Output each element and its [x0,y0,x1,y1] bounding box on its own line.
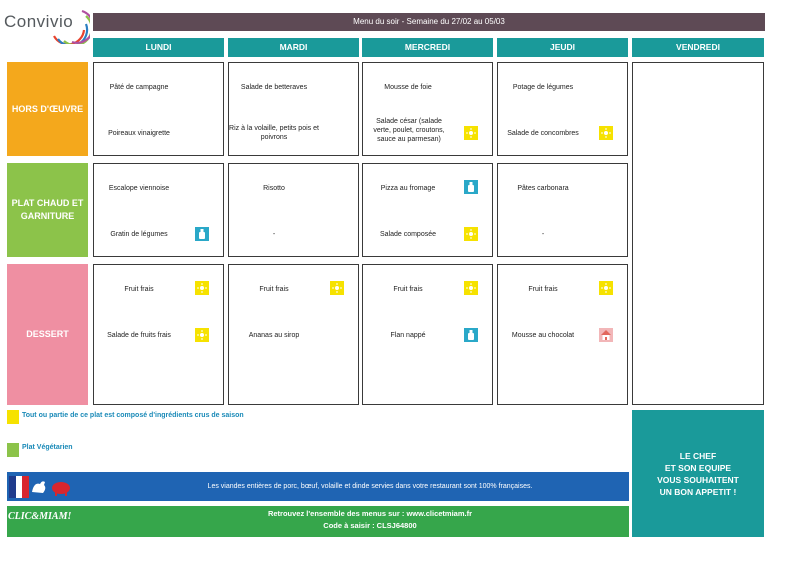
cell-lundi-dessert [93,264,224,405]
convivio-logo [4,6,88,44]
category-plat-label: PLAT CHAUD ET GARNITURE [11,198,84,221]
seasonal-sun-icon [599,126,613,140]
chef-line: UN BON APPETIT ! [659,486,737,497]
dish-item: Gratin de légumes [110,231,168,238]
dish-item: Salade composée [379,231,437,238]
seasonal-sun-icon [599,281,613,295]
dish-item: Pizza au fromage [380,185,436,192]
cell-mardi-hors [228,62,359,156]
seasonal-sun-icon [464,227,478,241]
cell-jeudi-plat [497,163,628,257]
french-meat-text: Les viandes entières de porc, bœuf, volaille et dinde servies dans votre restaurant sont 100% françaises. [207,483,533,490]
dish-item: Salade de betteraves [240,84,308,91]
cell-vendredi [632,62,764,405]
menu-title: Menu du soir - Semaine du 27/02 au 05/03 [93,13,765,31]
dish-item: Escalope viennoise [108,185,170,192]
cell-mercredi-hors [362,62,493,156]
dish-item: Mousse de foie [384,84,432,91]
cell-mercredi-plat [362,163,493,257]
dish-item: Risotto [263,185,285,192]
dish-item: - [541,231,545,238]
day-header-mardi: MARDI [228,38,359,57]
legend-vegetarian-text: Plat Végétarien [22,444,73,451]
vegetarian-icon [464,180,478,194]
cell-jeudi-dessert [497,264,628,405]
dish-item: Fruit frais [393,286,423,293]
category-hors-doeuvre: HORS D'ŒUVRE [7,62,88,156]
dish-item: Mousse au chocolat [511,332,575,339]
dish-item: Pâté de campagne [109,84,169,91]
seasonal-sun-icon [195,281,209,295]
cell-lundi-hors [93,62,224,156]
chef-line: VOUS SOUHAITENT [657,474,739,485]
legend-vegetarian-icon [7,443,19,457]
cell-mardi-plat [228,163,359,257]
category-dessert: DESSERT [7,264,88,405]
vegetarian-icon [195,227,209,241]
logo-text: Convivio [4,12,74,31]
category-plat-chaud [7,163,88,257]
cell-mardi-dessert [228,264,359,405]
dish-item: Potage de légumes [512,84,574,91]
day-header-lundi: LUNDI [93,38,224,57]
homemade-house-icon [599,328,613,342]
dish-item: Salade de fruits frais [107,332,171,339]
dish-item: Salade de concombres [507,130,579,137]
site-code-line: Code à saisir : CLSJ64800 [323,521,417,530]
dish-item: Flan nappé [390,332,426,339]
cell-lundi-plat [93,163,224,257]
clicetmiam-text [120,508,620,532]
dish-item: Pâtes carbonara [517,185,569,192]
legend-seasonal-text: Tout ou partie de ce plat est composé d'ingrédients crus de saison [22,412,244,419]
cell-jeudi-hors [497,62,628,156]
chef-message [632,410,764,537]
dish-item: Fruit frais [528,286,558,293]
dish-item: Salade césar (salade verte, poulet, croutons, sauce au parmesan) [373,118,445,143]
dish-item: Fruit frais [259,286,289,293]
dish-item: - [272,231,276,238]
day-header-jeudi: JEUDI [497,38,628,57]
dish-item: Riz à la volaille, petits pois et poivrons [229,125,319,141]
dish-item: Poireaux vinaigrette [108,130,170,137]
vegetarian-icon [464,328,478,342]
day-header-mercredi: MERCREDI [362,38,493,57]
chef-line: ET SON EQUIPE [664,462,732,473]
french-flag-icon [9,476,29,498]
dish-item: Ananas au sirop [248,332,300,339]
farm-animals-icon [30,476,74,498]
logo-arc-icon [50,6,90,44]
site-link-line[interactable]: Retrouvez l'ensemble des menus sur : www.clicetmiam.fr [267,509,473,518]
legend-seasonal-sun-icon [7,410,19,424]
clicetmiam-logo: CLIC&MIAM! [8,511,72,522]
day-header-vendredi: VENDREDI [632,38,764,57]
seasonal-sun-icon [195,328,209,342]
seasonal-sun-icon [464,281,478,295]
cell-mercredi-dessert [362,264,493,405]
seasonal-sun-icon [330,281,344,295]
dish-item: Fruit frais [124,286,154,293]
chef-line: LE CHEF [679,450,717,461]
seasonal-sun-icon [464,126,478,140]
